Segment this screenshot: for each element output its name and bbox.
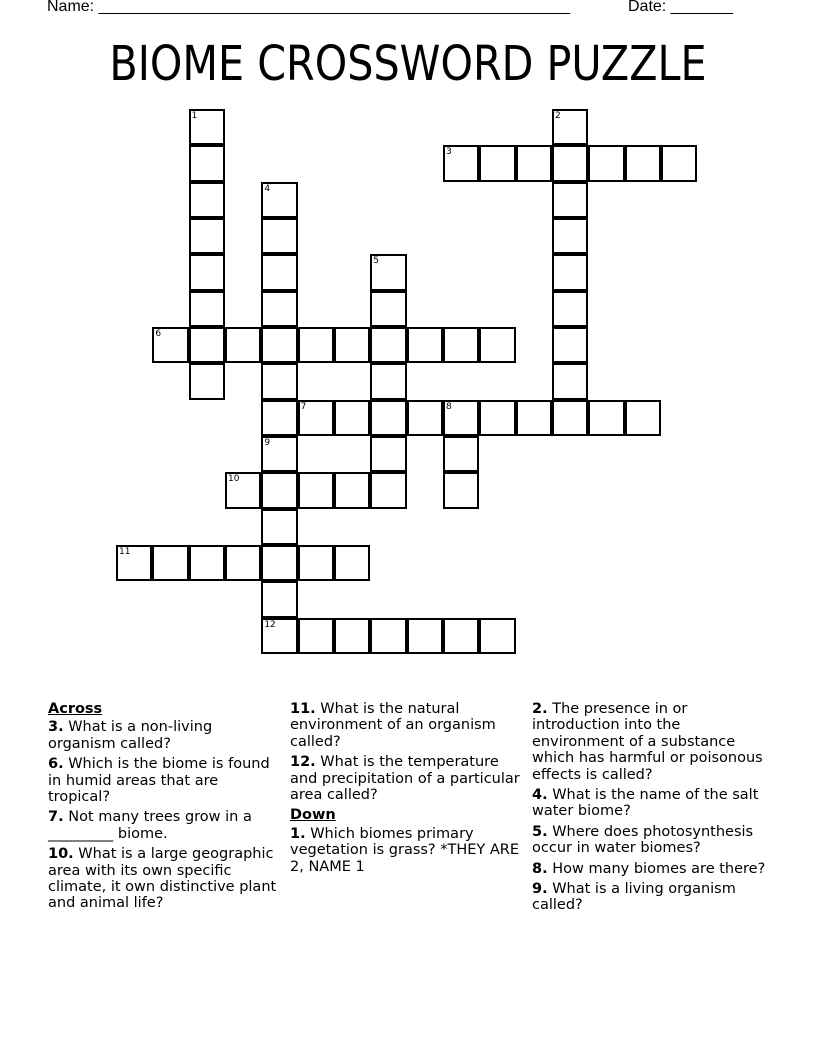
- header-row: [0, 0, 816, 20]
- grid-cell[interactable]: [261, 327, 297, 363]
- grid-cell[interactable]: [116, 545, 152, 581]
- clue-number: 11.: [290, 701, 316, 717]
- clue-number: 8.: [532, 860, 548, 877]
- grid-cell[interactable]: [443, 400, 479, 436]
- clue-down-9: [532, 881, 768, 914]
- grid-cell[interactable]: [261, 218, 297, 254]
- grid-cell[interactable]: [261, 363, 297, 399]
- grid-cell[interactable]: [625, 400, 661, 436]
- grid-cell[interactable]: [298, 618, 334, 654]
- grid-cell[interactable]: [334, 400, 370, 436]
- cell-number: 8: [445, 401, 452, 412]
- grid-cell[interactable]: [407, 618, 443, 654]
- grid-cell[interactable]: [189, 327, 225, 363]
- grid-cell[interactable]: [189, 218, 225, 254]
- clue-number: 12.: [290, 754, 316, 771]
- grid-cell[interactable]: [552, 218, 588, 254]
- grid-cell[interactable]: [298, 327, 334, 363]
- cell-number: 11: [119, 546, 131, 557]
- grid-cell[interactable]: [370, 400, 406, 436]
- clue-number: 7.: [48, 809, 64, 826]
- clue-number: 5.: [532, 823, 548, 840]
- clue-text: What is the natural environment of an organism called?: [290, 701, 496, 750]
- grid-cell[interactable]: [189, 363, 225, 399]
- cell-number: 7: [300, 401, 307, 412]
- grid-cell[interactable]: [443, 327, 479, 363]
- grid-cell[interactable]: [552, 363, 588, 399]
- grid-cell[interactable]: [479, 400, 515, 436]
- clue-text: Which is the biome is found in humid areas that are tropical?: [48, 756, 270, 806]
- clue-down-4: [532, 787, 768, 820]
- grid-cell[interactable]: [261, 436, 297, 472]
- cell-number: 5: [373, 256, 380, 267]
- grid-cell[interactable]: [625, 145, 661, 181]
- clue-number: 10.: [48, 846, 74, 863]
- clue-across-7: [48, 809, 280, 842]
- grid-cell[interactable]: [261, 182, 297, 218]
- clue-text: How many biomes are there?: [552, 860, 766, 877]
- grid-cell[interactable]: [479, 618, 515, 654]
- grid-cell[interactable]: [189, 109, 225, 145]
- grid-cell[interactable]: [298, 472, 334, 508]
- grid-cell[interactable]: [261, 545, 297, 581]
- date-field[interactable]: Date: _______: [628, 0, 733, 15]
- clue-text: What is a living organism called?: [532, 881, 736, 914]
- cell-number: 9: [264, 437, 271, 448]
- grid-cell[interactable]: [443, 145, 479, 181]
- grid-cell[interactable]: [225, 327, 261, 363]
- clue-down-1: [290, 826, 526, 875]
- clue-text: What is a large geographic area with its own specific climate, it own distinctive plant and animal life?: [48, 846, 277, 912]
- grid-cell[interactable]: [152, 545, 188, 581]
- grid-cell[interactable]: [189, 291, 225, 327]
- grid-cell[interactable]: [479, 145, 515, 181]
- grid-cell[interactable]: [261, 254, 297, 290]
- grid-cell[interactable]: [370, 472, 406, 508]
- grid-cell[interactable]: [407, 327, 443, 363]
- clue-text: Where does photosynthesis occur in water biomes?: [532, 823, 754, 857]
- cell-number: 4: [264, 183, 271, 194]
- grid-cell[interactable]: [370, 327, 406, 363]
- grid-cell[interactable]: [588, 145, 624, 181]
- cell-number: 12: [264, 619, 276, 630]
- grid-cell[interactable]: [225, 472, 261, 508]
- grid-cell[interactable]: [298, 400, 334, 436]
- across-heading: Across: [48, 701, 103, 717]
- grid-cell[interactable]: [661, 145, 697, 181]
- clues-column-2: [290, 701, 526, 879]
- grid-cell[interactable]: [370, 618, 406, 654]
- grid-cell[interactable]: [298, 545, 334, 581]
- grid-cell[interactable]: [189, 145, 225, 181]
- cell-number: 6: [155, 328, 162, 339]
- grid-cell[interactable]: [334, 545, 370, 581]
- cell-number: 2: [554, 111, 561, 121]
- clue-across-12: [290, 754, 526, 803]
- grid-cell[interactable]: [152, 327, 188, 363]
- grid-cell[interactable]: [552, 327, 588, 363]
- grid-cell[interactable]: [334, 472, 370, 508]
- clue-number: 2.: [532, 701, 548, 717]
- grid-cell[interactable]: [261, 618, 297, 654]
- grid-cell[interactable]: [552, 182, 588, 218]
- cell-number: 1: [191, 111, 198, 121]
- clue-across-3: [48, 719, 280, 752]
- clue-text: What is a non-living organism called?: [48, 719, 213, 752]
- clue-down-2: [532, 701, 768, 783]
- grid-cell[interactable]: [261, 400, 297, 436]
- clue-down-8: [532, 861, 768, 877]
- grid-cell[interactable]: [370, 363, 406, 399]
- clue-across-10: [48, 846, 280, 912]
- clue-text: Which biomes primary vegetation is grass? *THEY ARE 2, NAME 1: [290, 825, 520, 875]
- clue-text: Not many trees grow in a _________ biome.: [48, 809, 252, 842]
- grid-cell[interactable]: [552, 254, 588, 290]
- clue-number: 1.: [290, 825, 306, 842]
- grid-cell[interactable]: [443, 436, 479, 472]
- grid-cell[interactable]: [443, 618, 479, 654]
- grid-cell[interactable]: [261, 291, 297, 327]
- clue-text: What is the temperature and precipitation of a particular area called?: [290, 754, 520, 804]
- clue-number: 3.: [48, 719, 64, 736]
- clue-text: What is the name of the salt water biome?: [532, 787, 759, 820]
- grid-cell[interactable]: [189, 254, 225, 290]
- grid-cell[interactable]: [225, 545, 261, 581]
- page-title: BIOME CROSSWORD PUZZLE: [109, 36, 707, 92]
- clue-down-5: [532, 824, 768, 857]
- clues-column-1: [48, 701, 280, 916]
- clue-number: 6.: [48, 756, 64, 773]
- grid-cell[interactable]: [407, 400, 443, 436]
- grid-cell[interactable]: [443, 472, 479, 508]
- grid-cell[interactable]: [552, 400, 588, 436]
- cell-number: 10: [227, 474, 240, 485]
- grid-cell[interactable]: [261, 472, 297, 508]
- grid-cell[interactable]: [189, 545, 225, 581]
- cell-number: 3: [445, 147, 452, 158]
- grid-cell[interactable]: [516, 400, 552, 436]
- grid-cell[interactable]: [552, 291, 588, 327]
- down-heading: Down: [290, 807, 336, 824]
- clue-number: 9.: [532, 881, 548, 898]
- grid-cell[interactable]: [189, 182, 225, 218]
- grid-cell[interactable]: [552, 109, 588, 145]
- name-field[interactable]: Name: _____________________________________________________: [47, 0, 571, 15]
- clue-text: The presence in or introduction into the environment of a substance which has harmful or poisonous effects is called?: [532, 701, 763, 783]
- grid-cell[interactable]: [261, 581, 297, 617]
- grid-cell[interactable]: [370, 436, 406, 472]
- grid-cell[interactable]: [552, 145, 588, 181]
- grid-cell[interactable]: [261, 509, 297, 545]
- clues-column-3: [532, 701, 768, 918]
- grid-cell[interactable]: [516, 145, 552, 181]
- grid-cell[interactable]: [370, 254, 406, 290]
- grid-cell[interactable]: [588, 400, 624, 436]
- grid-cell[interactable]: [370, 291, 406, 327]
- clue-number: 4.: [532, 787, 548, 804]
- clue-across-11: [290, 701, 526, 750]
- grid-cell[interactable]: [334, 327, 370, 363]
- grid-cell[interactable]: [334, 618, 370, 654]
- grid-cell[interactable]: [479, 327, 515, 363]
- clue-across-6: [48, 756, 280, 805]
